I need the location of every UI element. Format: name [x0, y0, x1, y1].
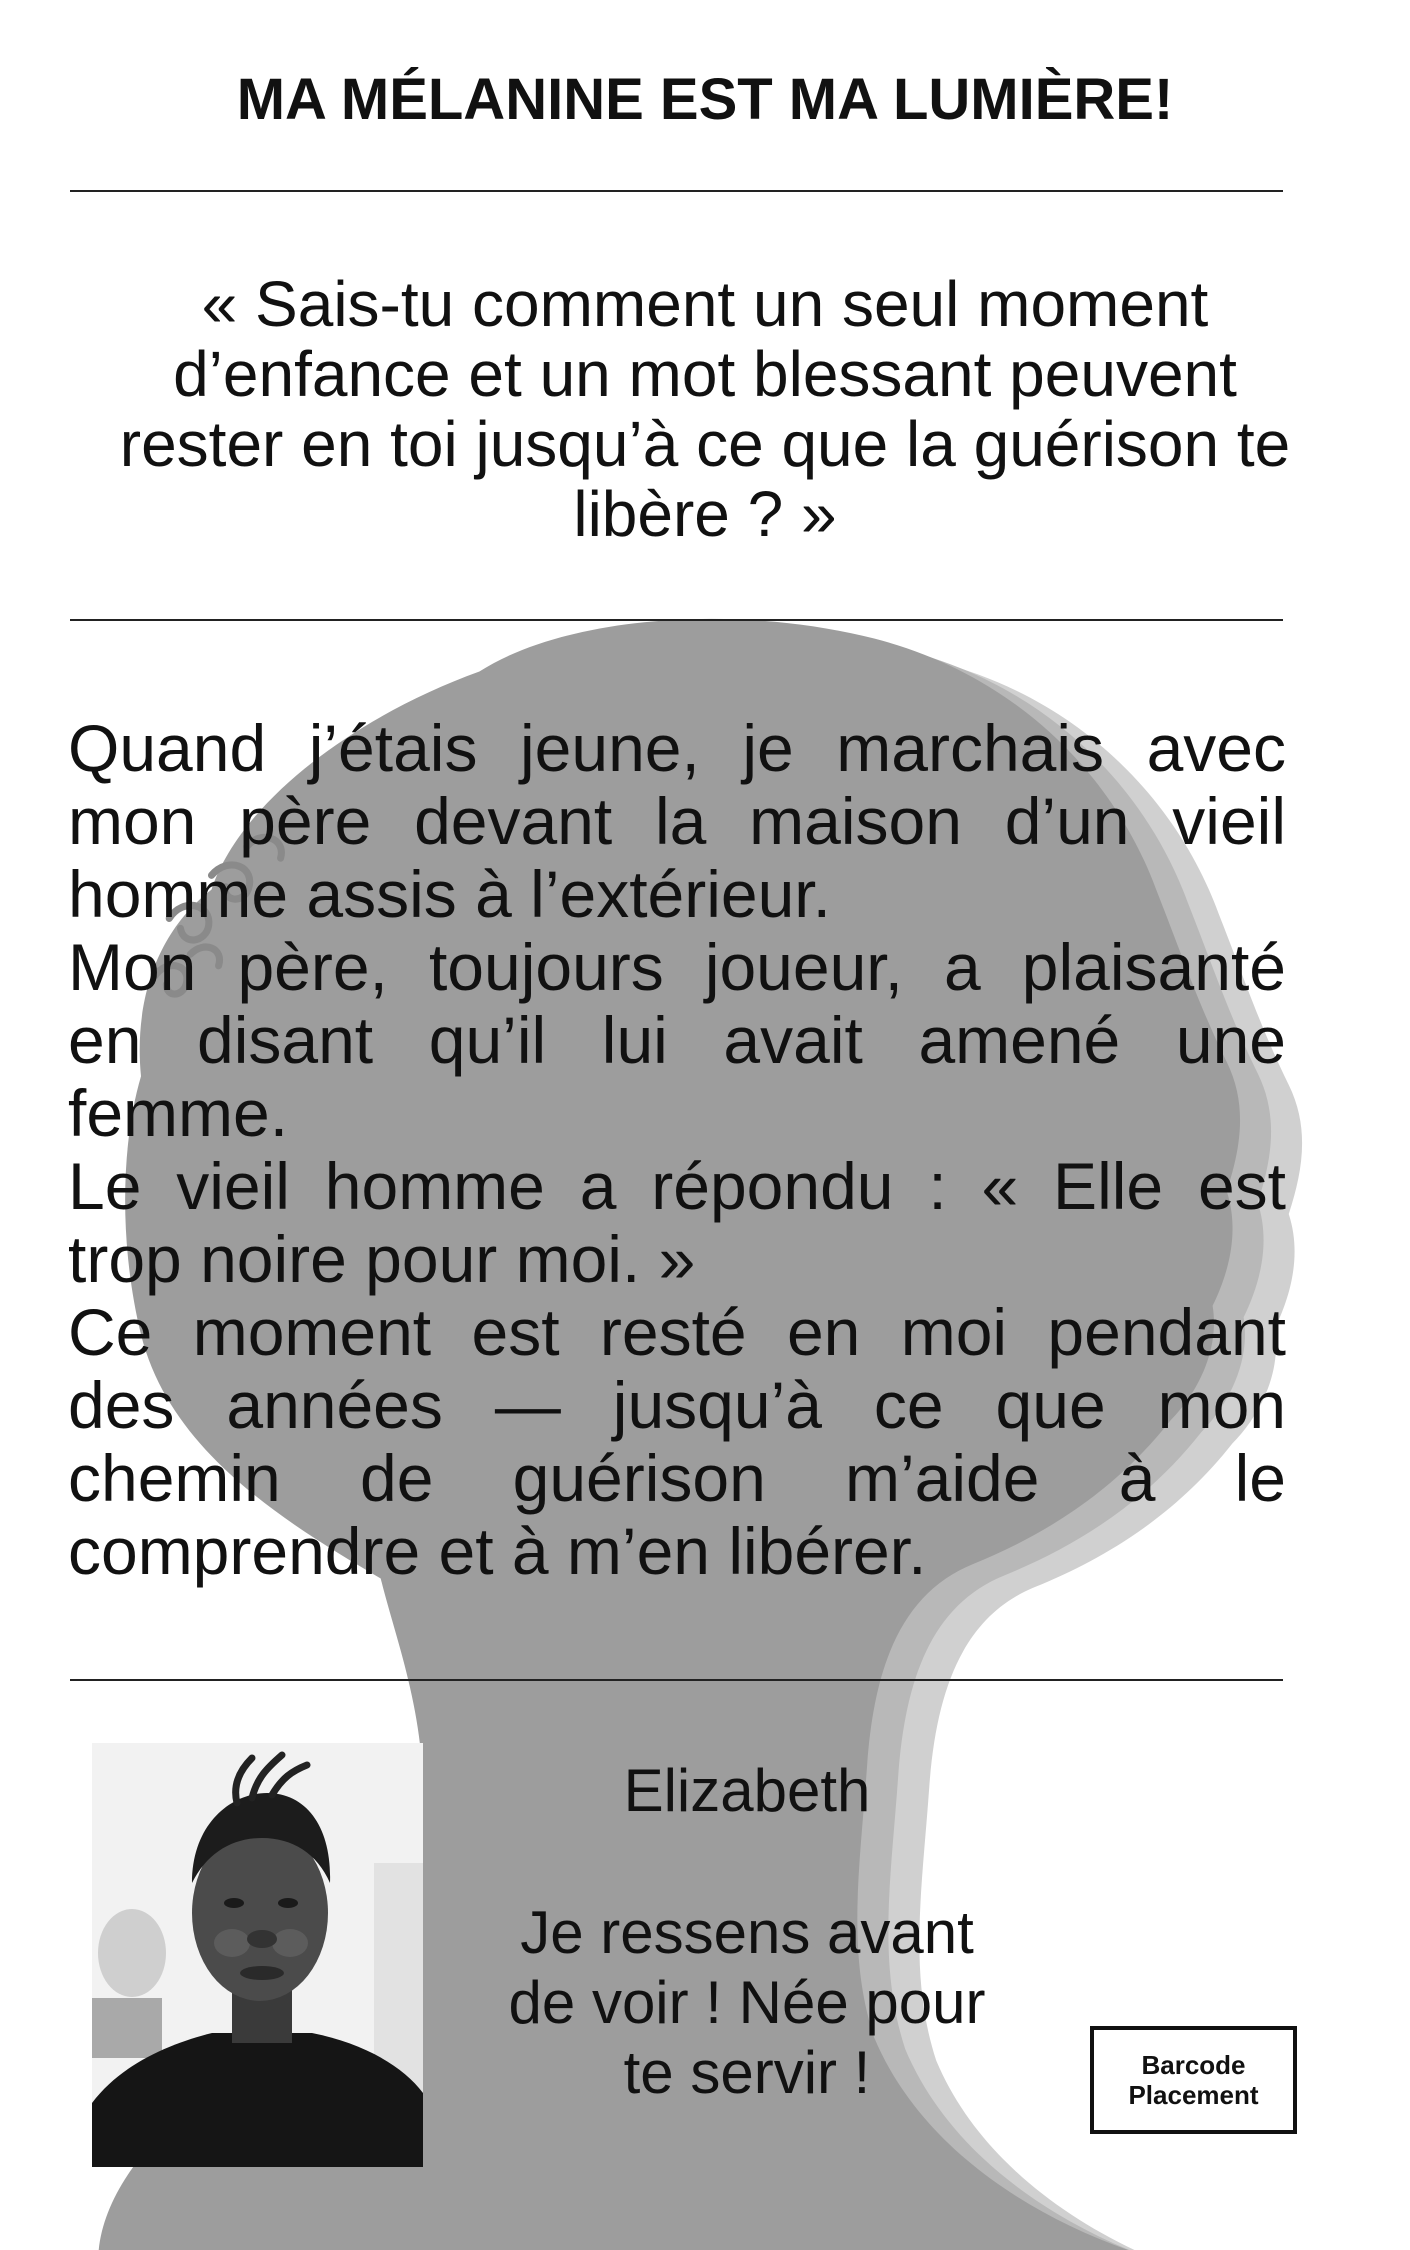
barcode-label-line: Placement — [1128, 2080, 1259, 2110]
story-line: femme. — [68, 1076, 289, 1150]
story-line: homme assis à l’extérieur. — [68, 857, 831, 931]
barcode-placement-box — [1090, 2026, 1297, 2134]
story-line: comprendre et à m’en libérer. — [68, 1514, 927, 1588]
story-line: Quand j’étais jeune, je marchais avec — [68, 711, 1286, 785]
divider-middle — [70, 619, 1283, 621]
tagline-line: de voir ! Née pour — [508, 1969, 986, 2036]
author-tagline — [447, 1898, 1047, 2108]
divider-top — [70, 190, 1283, 192]
quote-line: rester en toi jusqu’à ce que la guérison te — [119, 408, 1291, 480]
divider-bottom — [70, 1679, 1283, 1681]
author-photo — [92, 1743, 423, 2167]
pull-quote — [60, 269, 1350, 549]
author-name: Elizabeth — [623, 1757, 871, 1824]
tagline-line: Je ressens avant — [520, 1899, 974, 1966]
story-line: Le vieil homme a répondu : « Elle est — [68, 1149, 1286, 1223]
quote-line: « Sais-tu comment un seul moment — [201, 268, 1209, 340]
book-title: MA MÉLANINE EST MA LUMIÈRE! — [236, 67, 1174, 132]
story-line: mon père devant la maison d’un vieil — [68, 784, 1286, 858]
story-line: chemin de guérison m’aide à le — [68, 1441, 1286, 1515]
story-line: en disant qu’il lui avait amené une — [68, 1003, 1286, 1077]
story-line: trop noire pour moi. » — [68, 1222, 696, 1296]
quote-line: d’enfance et un mot blessant peuvent — [173, 338, 1237, 410]
quote-line: libère ? » — [573, 478, 837, 550]
author-portrait-icon — [92, 1743, 423, 2167]
story-line: Mon père, toujours joueur, a plaisanté — [68, 930, 1286, 1004]
story-line: des années — jusqu’à ce que mon — [68, 1368, 1286, 1442]
story-text — [68, 712, 1286, 1588]
background-fan — [98, 1909, 166, 1997]
tagline-line: te servir ! — [623, 2039, 871, 2106]
story-line: Ce moment est resté en moi pendant — [68, 1295, 1286, 1369]
barcode-label-line: Barcode — [1141, 2050, 1246, 2080]
